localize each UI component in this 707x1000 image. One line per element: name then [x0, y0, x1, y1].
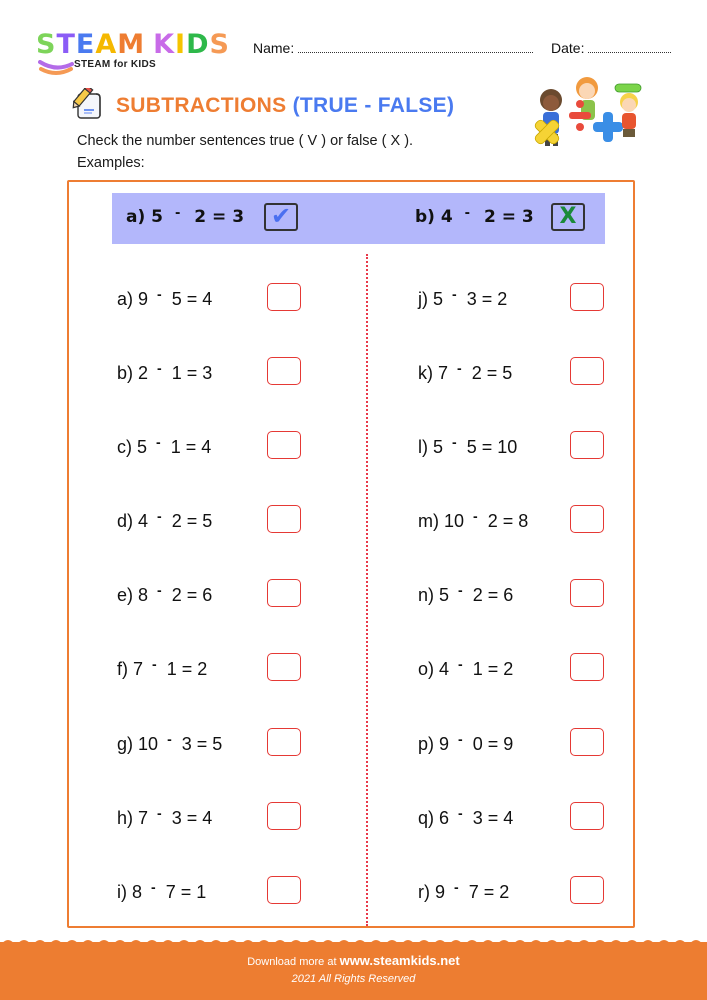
answer-box-j[interactable]: [570, 283, 604, 311]
name-field[interactable]: [253, 40, 533, 56]
logo-wordmark: [36, 30, 230, 60]
example-checkbox-true: [264, 203, 298, 231]
answer-box-q[interactable]: [570, 802, 604, 830]
example-checkbox-false: [551, 203, 585, 231]
equation-o: o) 4 - 1 = 2: [418, 656, 514, 679]
equation-g: g) 10 - 3 = 5: [117, 731, 223, 754]
answer-box-l[interactable]: [570, 431, 604, 459]
instruction-text: Check the number sentences true ( V ) or false ( X ).: [77, 133, 414, 149]
answer-box-d[interactable]: [267, 505, 301, 533]
equation-j: j) 5 - 3 = 2: [418, 286, 508, 309]
logo-tagline: STEAM for KIDS: [74, 59, 156, 70]
logo-letter: S: [209, 29, 230, 60]
name-label: Name:: [253, 40, 295, 56]
answer-box-r[interactable]: [570, 876, 604, 904]
page-title: [116, 94, 454, 118]
answer-box-n[interactable]: [570, 579, 604, 607]
date-line[interactable]: [588, 52, 671, 53]
logo-letter: S: [36, 29, 57, 60]
checkmark-icon: ✔: [270, 203, 292, 230]
logo-letter: M: [117, 29, 146, 60]
equation-f: f) 7 - 1 = 2: [117, 656, 208, 679]
answer-box-k[interactable]: [570, 357, 604, 385]
example-equation: b) 4 - 2 = 3: [415, 206, 534, 227]
name-line[interactable]: [298, 52, 533, 53]
logo-letter: T: [56, 29, 76, 60]
equation-e: e) 8 - 2 = 6: [117, 582, 213, 605]
answer-box-h[interactable]: [267, 802, 301, 830]
pencil-paper-icon: [72, 88, 106, 122]
answer-box-g[interactable]: [267, 728, 301, 756]
answer-box-o[interactable]: [570, 653, 604, 681]
answer-box-p[interactable]: [570, 728, 604, 756]
equation-l: l) 5 - 5 = 10: [418, 434, 518, 457]
equation-r: r) 9 - 7 = 2: [418, 879, 510, 902]
equation-q: q) 6 - 3 = 4: [418, 805, 514, 828]
examples-label: Examples:: [77, 155, 145, 171]
answer-box-c[interactable]: [267, 431, 301, 459]
equation-i: i) 8 - 7 = 1: [117, 879, 207, 902]
footer-download: [0, 953, 707, 968]
equation-d: d) 4 - 2 = 5: [117, 508, 213, 531]
x-mark-icon: X: [559, 204, 577, 229]
footer-url-link[interactable]: www.steamkids.net: [339, 953, 460, 968]
footer-copyright: 2021 All Rights Reserved: [291, 973, 416, 985]
footer-download-text: Download more at: [247, 956, 337, 968]
equation-p: p) 9 - 0 = 9: [418, 731, 514, 754]
equation-a: a) 9 - 5 = 4: [117, 286, 213, 309]
logo-letter: A: [95, 29, 118, 60]
answer-box-i[interactable]: [267, 876, 301, 904]
equation-m: m) 10 - 2 = 8: [418, 508, 529, 531]
logo-letter: K: [153, 29, 176, 60]
equation-c: c) 5 - 1 = 4: [117, 434, 212, 457]
equation-n: n) 5 - 2 = 6: [418, 582, 514, 605]
column-divider: [366, 254, 368, 926]
equation-b: b) 2 - 1 = 3: [117, 360, 213, 383]
answer-box-m[interactable]: [570, 505, 604, 533]
answer-box-b[interactable]: [267, 357, 301, 385]
example-equation: a) 5 - 2 = 3: [126, 206, 245, 227]
kids-math-illustration: [515, 68, 645, 160]
title-main: SUBTRACTIONS: [116, 94, 287, 117]
answer-box-e[interactable]: [267, 579, 301, 607]
answer-box-f[interactable]: [267, 653, 301, 681]
logo-letter: E: [75, 29, 96, 60]
logo-letter: D: [186, 29, 210, 60]
date-field[interactable]: [551, 40, 671, 56]
footer-bar: [0, 942, 707, 1000]
date-label: Date:: [551, 40, 585, 56]
answer-box-a[interactable]: [267, 283, 301, 311]
logo-letter: I: [175, 29, 187, 60]
equation-k: k) 7 - 2 = 5: [418, 360, 513, 383]
examples-bar: [112, 193, 605, 244]
equation-h: h) 7 - 3 = 4: [117, 805, 213, 828]
title-sub: (TRUE - FALSE): [292, 94, 455, 117]
steam-kids-logo: [36, 30, 236, 78]
logo-swoosh-icon: [38, 60, 74, 76]
